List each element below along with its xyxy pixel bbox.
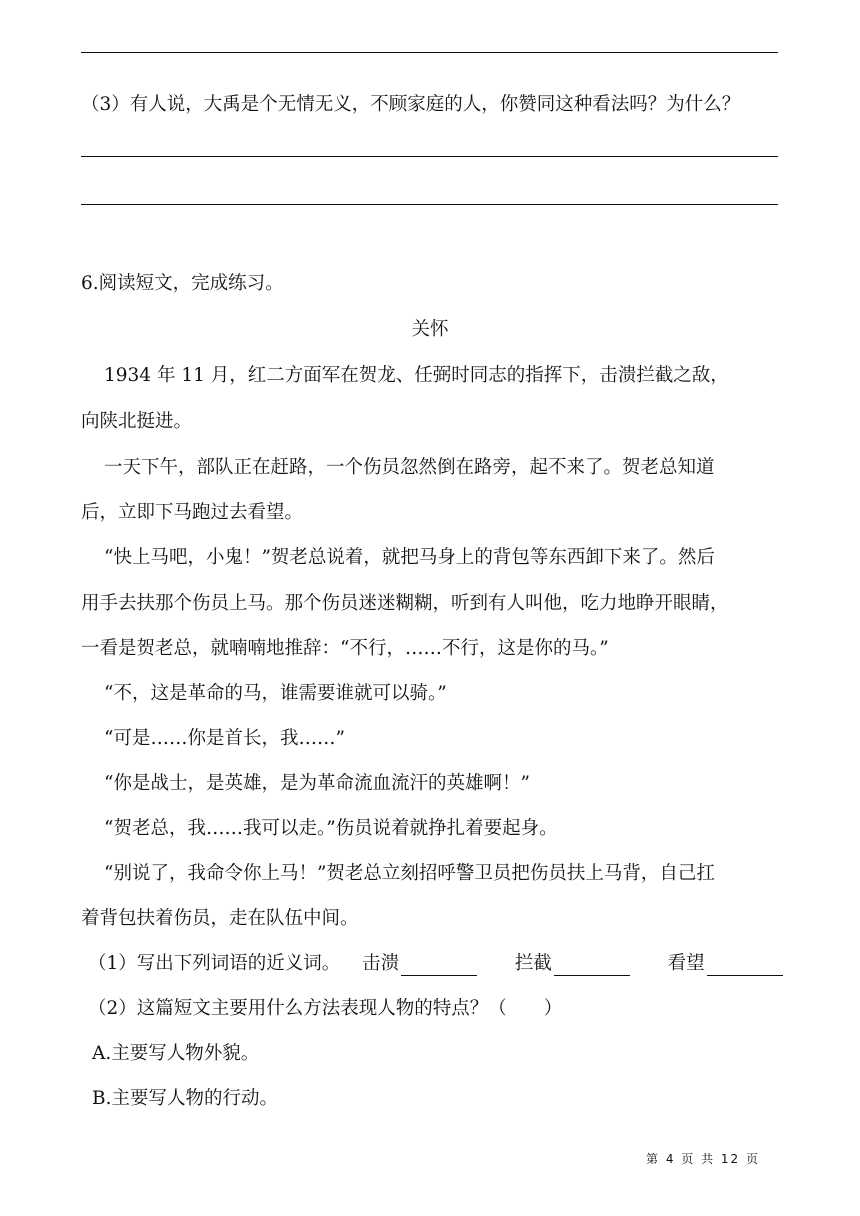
- passage-line: 着背包扶着伤员，走在队伍中间。: [81, 908, 359, 929]
- passage-line: 1934 年 11 月，红二方面军在贺龙、任弼时同志的指挥下，击溃拦截之敌，: [104, 365, 729, 386]
- passage-line: “别说了，我命令你上马！”贺老总立刻招呼警卫员把伤员扶上马背，自己扛: [104, 863, 715, 884]
- answer-blank[interactable]: [707, 955, 783, 976]
- answer-line: [81, 204, 778, 205]
- sub-question-1-prompt: （1）写出下列词语的近义词。: [88, 953, 341, 974]
- sub-question-2: （2）这篇短文主要用什么方法表现人物的特点？（ ）: [88, 998, 563, 1019]
- option-a[interactable]: A.主要写人物外貌。: [92, 1043, 260, 1064]
- sub-question-1: [88, 952, 788, 976]
- passage-line: 后，立即下马跑过去看望。: [81, 502, 304, 523]
- question-3: （3）有人说，大禹是个无情无义，不顾家庭的人，你赞同这种看法吗？为什么？: [81, 94, 741, 115]
- word-label: 拦截: [514, 953, 552, 974]
- word-label: 看望: [667, 953, 705, 974]
- page-footer: 第 4 页 共 12 页: [646, 1152, 760, 1166]
- option-b[interactable]: B.主要写人物的行动。: [92, 1088, 278, 1109]
- answer-line: [81, 52, 778, 53]
- answer-blank[interactable]: [554, 955, 630, 976]
- passage-line: 用手去扶那个伤员上马。那个伤员迷迷糊糊，听到有人叫他，吃力地睁开眼睛，: [81, 593, 729, 614]
- word-label: 击溃: [362, 953, 400, 974]
- question-6-heading: 6.阅读短文，完成练习。: [81, 273, 284, 294]
- passage-line: “你是战士，是英雄，是为革命流血流汗的英雄啊！”: [104, 773, 530, 794]
- passage-line: “贺老总，我……我可以走。”伤员说着就挣扎着要起身。: [104, 818, 558, 839]
- passage-line: “可是……你是首长，我……”: [104, 728, 345, 749]
- passage-line: 一看是贺老总，就喃喃地推辞：“不行，……不行，这是你的马。”: [81, 638, 609, 659]
- passage-line: “不，这是革命的马，谁需要谁就可以骑。”: [104, 683, 447, 704]
- passage-title: 关怀: [411, 319, 449, 340]
- answer-line: [81, 156, 778, 157]
- answer-blank[interactable]: [401, 955, 477, 976]
- passage-line: “快上马吧，小鬼！”贺老总说着，就把马身上的背包等东西卸下来了。然后: [104, 547, 715, 568]
- passage-line: 向陕北挺进。: [81, 411, 193, 432]
- passage-line: 一天下午，部队正在赶路，一个伤员忽然倒在路旁，起不来了。贺老总知道: [104, 457, 715, 478]
